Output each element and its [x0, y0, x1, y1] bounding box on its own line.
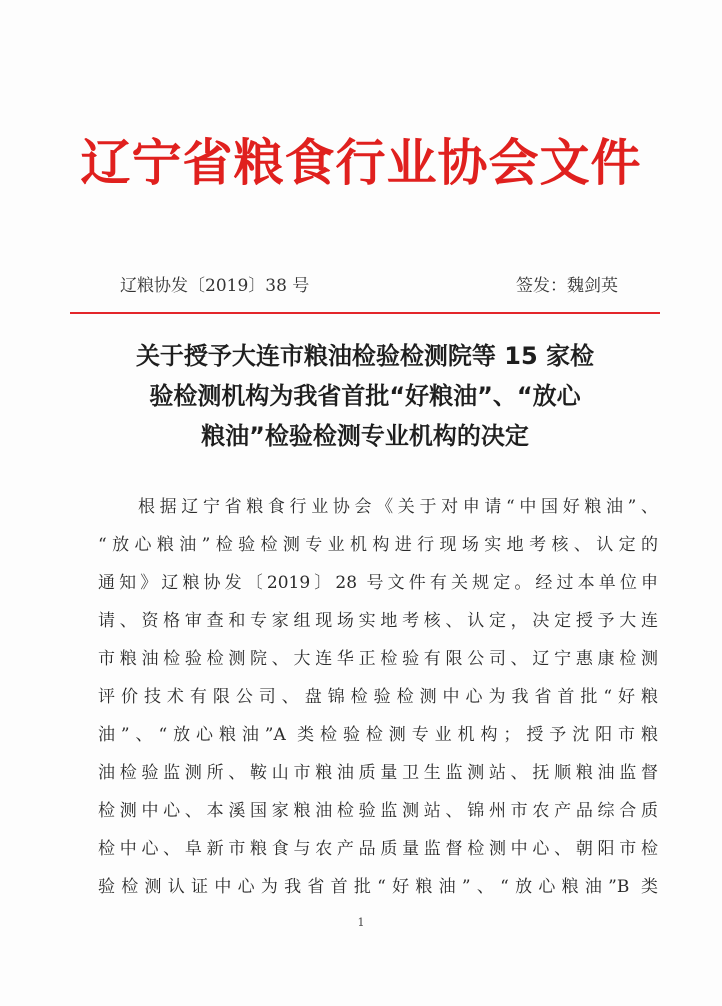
- body-line-6: 评价技术有限公司、盘锦检验检测中心为我省首批“好粮: [98, 687, 658, 707]
- masthead-title: 辽宁省粮食行业协会文件: [80, 133, 642, 192]
- body-line-1: 根据辽宁省粮食行业协会《关于对申请“中国好粮油”、: [138, 497, 658, 517]
- document-number: 辽粮协发〔2019〕38 号: [120, 276, 310, 296]
- signer-line: 签发：魏剑英: [516, 276, 618, 296]
- body-paragraph: [98, 488, 658, 906]
- body-line-10: 检中心、阜新市粮食与农产品质量监督检测中心、朝阳市检: [98, 839, 658, 859]
- page-number: 1: [357, 916, 365, 929]
- red-divider-line: [70, 312, 660, 314]
- document-title: [100, 336, 630, 456]
- body-line-2: “放心粮油”检验检测专业机构进行现场实地考核、认定的: [98, 535, 658, 555]
- title-line-1: 关于授予大连市粮油检验检测院等 15 家检: [135, 342, 595, 370]
- title-line-2: 验检测机构为我省首批“好粮油”、“放心: [149, 382, 581, 410]
- body-line-4: 请、资格审查和专家组现场实地考核、认定，决定授予大连: [98, 611, 658, 631]
- body-line-3: 通知》辽粮协发〔2019〕28 号文件有关规定。经过本单位申: [98, 573, 658, 593]
- body-line-7: 油”、“放心粮油”A 类检验检测专业机构；授予沈阳市粮: [98, 725, 658, 745]
- body-line-11: 验检测认证中心为我省首批“好粮油”、“放心粮油”B 类: [98, 877, 658, 897]
- title-line-3: 粮油”检验检测专业机构的决定: [201, 422, 529, 450]
- body-line-8: 油检验监测所、鞍山市粮油质量卫生监测站、抚顺粮油监督: [98, 763, 658, 783]
- body-line-9: 检测中心、本溪国家粮油检验监测站、锦州市农产品综合质: [98, 801, 658, 821]
- body-line-5: 市粮油检验检测院、大连华正检验有限公司、辽宁惠康检测: [98, 649, 658, 669]
